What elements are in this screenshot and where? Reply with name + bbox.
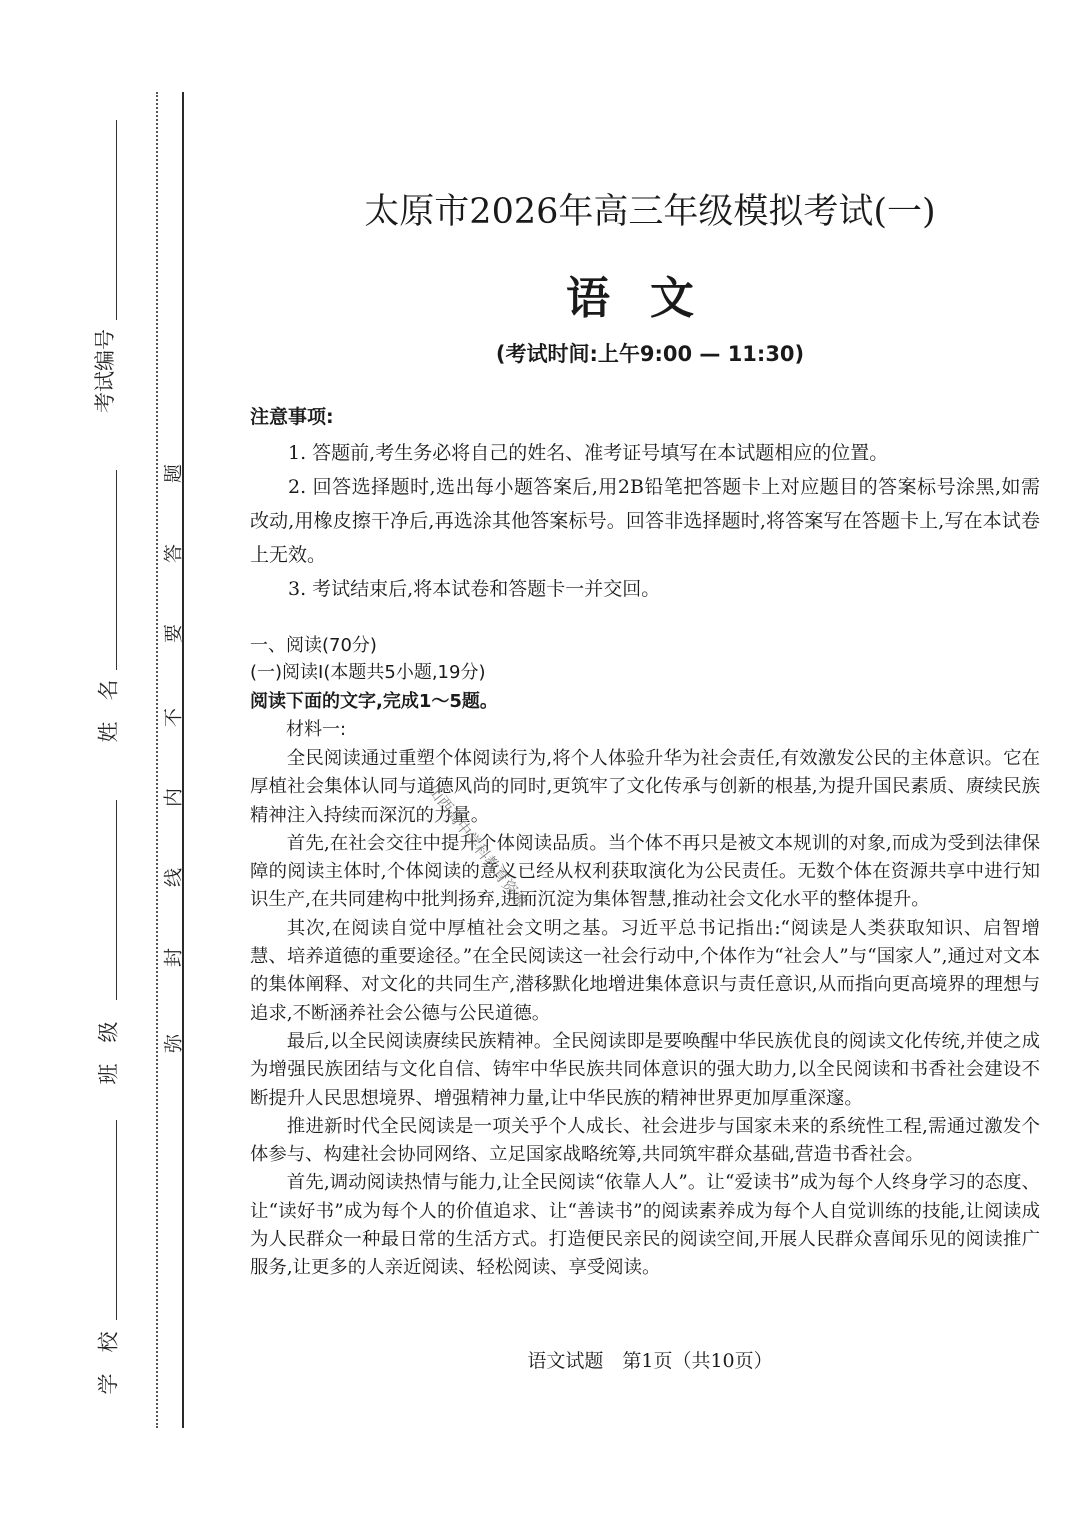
- binding-solid-line: [182, 92, 184, 1428]
- passage-paragraph: 推进新时代全民阅读是一项关乎个人成长、社会进步与国家未来的系统性工程,需通过激发个体参与、构建社会协同网络、立足国家战略统筹,共同筑牢群众基础,营造书香社会。: [250, 1115, 1040, 1166]
- class-label: 班 级: [96, 1021, 121, 1085]
- material-label: 材料一:: [286, 719, 347, 740]
- class-field[interactable]: [116, 800, 117, 1000]
- section-part: 一、阅读(70分): [250, 635, 377, 656]
- passage-paragraph: 首先,在社会交往中提升个体阅读品质。当个体不再只是被文本规训的对象,而成为受到法律保障的阅读主体时,个体阅读的意义已经从权利获取演化为公民责任。无数个体在资源共享中进行知识生产,在共同建构中批判扬弃,进而沉淀为集体智慧,推动社会文化水平的整体提升。: [250, 832, 1040, 911]
- subject-title: 语文: [566, 273, 734, 324]
- watermark-text: 山西高中学科教育资源: [424, 781, 531, 911]
- school-label: 学 校: [96, 1331, 121, 1395]
- seal-char: 内: [162, 788, 185, 808]
- notice-item: 2. 回答选择题时,选出每小题答案后,用2B铅笔把答题卡上对应题目的答案标号涂黑,如需改动,用橡皮擦干净后,再选涂其他答案标号。回答非选择题时,将答案写在答题卡上,写在本试卷上无效。: [250, 476, 1040, 566]
- exam-number-label: 考试编号: [93, 329, 117, 413]
- school-field[interactable]: [116, 1120, 117, 1320]
- passage-paragraph: 最后,以全民阅读赓续民族精神。全民阅读即是要唤醒中华民族优良的阅读文化传统,并使之成为增强民族团结与文化自信、铸牢中华民族共同体意识的强大助力,以全民阅读和书香社会建设不断提升人民思想境界、增强精神力量,让中华民族的精神世界更加厚重深邃。: [250, 1030, 1040, 1109]
- seal-char: 弥: [162, 1034, 185, 1054]
- seal-char: 题: [162, 464, 185, 484]
- seal-char: 封: [162, 948, 185, 968]
- exam-time: (考试时间:上午9:00 — 11:30): [495, 342, 805, 366]
- notice-heading: 注意事项:: [250, 406, 334, 428]
- binding-dotted-line: [156, 92, 158, 1428]
- section-instruction: 阅读下面的文字,完成1～5题。: [250, 691, 498, 712]
- name-label: 姓 名: [96, 679, 121, 743]
- passage-paragraph: 其次,在阅读自觉中厚植社会文明之基。习近平总书记指出:“阅读是人类获取知识、启智增慧、培养道德的重要途径。”在全民阅读这一社会行动中,个体作为“社会人”与“国家人”,通过对文本的集体阐释、对文化的共同生产,潜移默化地增进集体意识与责任意识,从而指向更高境界的理想与追求,不断涵养社会公德与公民道德。: [250, 917, 1040, 1024]
- seal-char: 要: [162, 624, 185, 644]
- passage: [250, 745, 1040, 1283]
- exam-number-field[interactable]: [116, 120, 117, 320]
- page-footer: 语文试题 第1页（共10页）: [527, 1350, 773, 1372]
- name-field[interactable]: [116, 470, 117, 670]
- notice-item: 3. 考试结束后,将本试卷和答题卡一并交回。: [288, 578, 661, 600]
- seal-char: 线: [162, 868, 185, 888]
- exam-title: 太原市2026年高三年级模拟考试(一): [364, 192, 936, 232]
- section-subpart: (一)阅读Ⅰ(本题共5小题,19分): [250, 662, 486, 683]
- notice-list: [250, 436, 1040, 606]
- seal-char: 答: [162, 544, 185, 564]
- passage-paragraph: 全民阅读通过重塑个体阅读行为,将个人体验升华为社会责任,有效激发公民的主体意识。它在厚植社会集体认同与道德风尚的同时,更筑牢了文化传承与创新的根基,为提升国民素质、赓续民族精神注入持续而深沉的力量。: [250, 748, 1040, 826]
- seal-char: 不: [162, 708, 185, 728]
- passage-paragraph: 首先,调动阅读热情与能力,让全民阅读“依靠人人”。让“爱读书”成为每个人终身学习的态度、让“读好书”成为每个人的价值追求、让“善读书”的阅读素养成为每个人自觉训练的技能,让阅读成为人民群众一种最日常的生活方式。打造便民亲民的阅读空间,开展人民群众喜闻乐见的阅读推广服务,让更多的人亲近阅读、轻松阅读、享受阅读。: [250, 1172, 1040, 1279]
- notice-item: 1. 答题前,考生务必将自己的姓名、准考证号填写在本试题相应的位置。: [288, 442, 889, 464]
